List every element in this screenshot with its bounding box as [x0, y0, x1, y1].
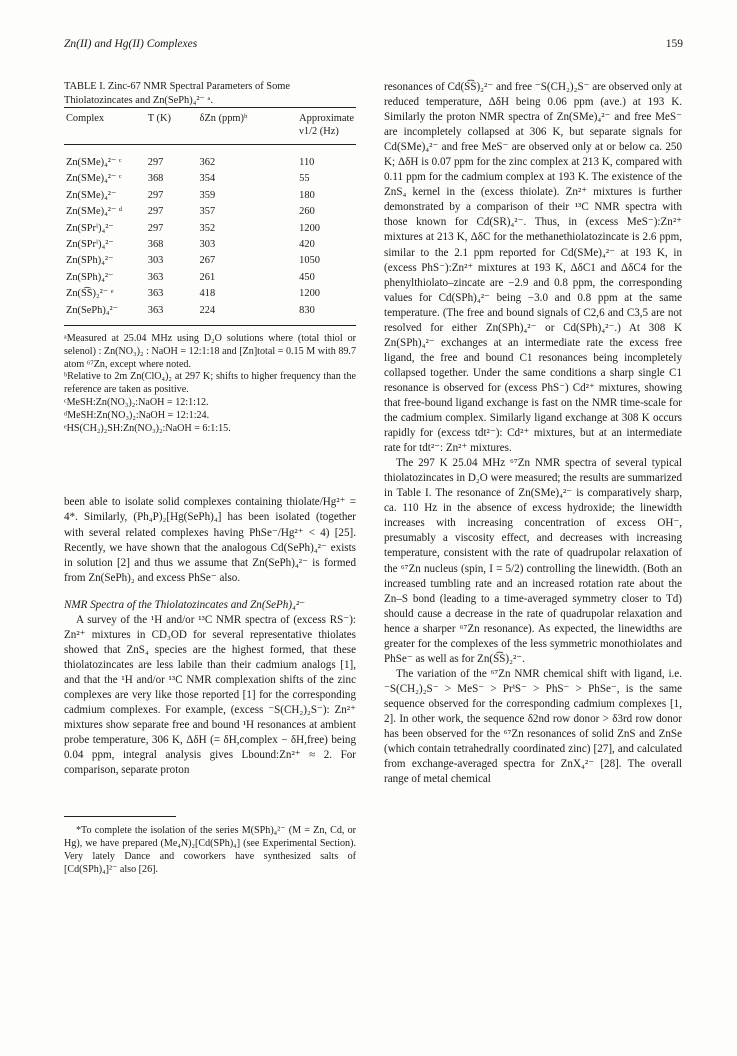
table-cell-complex: Zn(SMe)₄²⁻ ᶜ [66, 157, 122, 168]
table-cell-complex: Zn(SPh)₄²⁻ [66, 255, 114, 267]
table-cell-linewidth: 420 [299, 239, 315, 251]
table-cell-complex: Zn(SPh)₄²⁻ [66, 271, 114, 283]
table-cell-linewidth: 55 [299, 173, 310, 185]
table-cell-temperature: 368 [147, 239, 164, 251]
table-cell-temperature: 297 [147, 222, 164, 234]
table-cell-temperature: 297 [147, 206, 164, 218]
table-header-cell: T (K) [147, 113, 171, 124]
table-cell-linewidth: 1200 [299, 222, 320, 234]
footnote-rule [64, 816, 176, 817]
table-row [64, 237, 356, 253]
body-paragraph: The 297 K 25.04 MHz ⁶⁷Zn NMR spectra of several typical thiolatozincates in D₂O were measured; the results are summarized in Table I. The resonance of Zn(SMe)₄²⁻ is comparatively sharp, ca. 110 Hz in the absence of excess hydroxide; the linewidth increases with increasing concentration of excess OH⁻, presumably a viscosity effect, and decreases with increasing temperature, consistent with the rate of quadrupolar relaxation of the ⁶⁷Zn nucleus (spin, I = 5/2) controlling the linewidth. (Both an increased tumbling rate and an increased rotation rate about the Zn–S bond (leading to a time-averaged symmetry closer to Td) should cause a decrease in the rate of quadrupolar relaxation and hence a sharper ⁶⁷Zn resonance). As expected, the linewidths are greater for the complexes of the less symmetric monothiolates and PhSe⁻ as well as for Zn(S͡S)₂²⁻. [384, 457, 682, 665]
table-row [64, 270, 356, 286]
table-cell-shift: 359 [199, 189, 216, 201]
table-footnote: ᵉHS(CH₂)₂SH:Zn(NO₃)₂:NaOH = 6:1:15. [64, 422, 231, 434]
table-cell-complex: Zn(SMe)₄²⁻ ᶜ [66, 173, 122, 185]
column-spacer [64, 435, 356, 495]
table-footnotes [64, 333, 356, 435]
table-cell-temperature: 297 [147, 157, 164, 168]
table-header-cell: Complex [66, 113, 105, 124]
table-footnote: ᵈMeSH:Zn(NO₃)₂:NaOH = 12:1:24. [64, 409, 210, 421]
right-column [384, 80, 682, 787]
table-row [64, 286, 356, 302]
table-cell-complex: Zn(SPrⁱ)₄²⁻ [66, 239, 114, 251]
table-cell-temperature: 368 [147, 173, 164, 185]
table-cell-complex: Zn(S͡S)₂²⁻ ᵉ [66, 288, 114, 300]
table-header-row [64, 108, 356, 145]
table-row [64, 204, 356, 220]
table-cell-shift: 357 [199, 206, 216, 218]
table-cell-shift: 362 [199, 157, 216, 168]
table-cell-shift: 224 [199, 304, 216, 316]
table-cell-shift: 261 [199, 271, 216, 283]
table-cell-shift: 418 [199, 288, 216, 300]
table-cell-linewidth: 180 [299, 189, 315, 201]
body-paragraph: The variation of the ⁶⁷Zn NMR chemical shift with ligand, i.e. ⁻S(CH₂)₂S⁻ > MeS⁻ > PrⁱS⁻ > PhS⁻ > PhSe⁻, is the same sequence observed for the corresponding cadmium complexes [1, 2]. In other work, the sequence δ2nd row donor > δ3rd row donor has been observed for the ⁶⁷Zn resonances of solid ZnS and ZnSe (which contain tetrahedrally coordinated zinc) [27], and calculated from exchange-averaged spectra for ZnX₄²⁻ [28]. The overall range of metal chemical [384, 667, 682, 786]
table-cell-linewidth: 110 [299, 157, 315, 168]
table-footnote: ᵃMeasured at 25.04 MHz using D₂O solutions where (total thiol or selenol) : Zn(NO₃)₂ : NaOH = 12:1:18 and [Zn]total = 0.15 M with 89.7 atom ⁶⁷Zn, except where noted. [64, 333, 356, 370]
section-heading: NMR Spectra of the Thiolatozincates and Zn(SePh)₄²⁻ [64, 598, 306, 611]
table-cell-complex: Zn(SMe)₄²⁻ [66, 189, 117, 201]
body-paragraph: A survey of the ¹H and/or ¹³C NMR spectra of (excess RS⁻): Zn²⁺ mixtures in CD₃OD for several representative thiolates showed that ZnS₄ species are the highest formed, that these thiolatozincates are less labile than their cadmium analogs [1], and that the ¹H and/or ¹³C NMR complexation shifts of the zinc complexes are very like those reported [1] for the corresponding cadmium complexes. For example, (excess ⁻S(CH₂)₂S⁻): Zn²⁺ mixtures show separate free and bound ¹H resonances at ambient probe temperature, 306 K, ΔδH (= δH,complex − δH,free) being 0.04 ppm, integral analysis gives Lbound:Zn²⁺ ≈ 2. For comparison, separate proton [64, 613, 356, 777]
table-row [64, 171, 356, 187]
table-cell-temperature: 363 [147, 271, 164, 283]
table-cell-temperature: 297 [147, 189, 164, 201]
table-cell-shift: 303 [199, 239, 216, 251]
table-cell-shift: 352 [199, 222, 216, 234]
table-cell-temperature: 363 [147, 288, 164, 300]
table-cell-shift: 267 [199, 255, 216, 267]
table-cell-temperature: 303 [147, 255, 164, 267]
table-row [64, 188, 356, 204]
running-head-title: Zn(II) and Hg(II) Complexes [64, 38, 198, 50]
body-paragraph: resonances of Cd(S͡S)₂²⁻ and free ⁻S(CH₂)₂S⁻ are observed only at reduced temperature, ΔδH being 0.06 ppm (ave.) at 193 K. Similarly the proton NMR spectra of Zn(SMe)₄²⁻ and free MeS⁻ are incompletely collapsed at 306 K, but separate signals for Cd(SMe)₄²⁻ and free MeS⁻ are observed only at or below ca. 250 K; ΔδH is 0.07 ppm for the zinc complex at 213 K, compared with 0.11 ppm for the cadmium complex at 193 K. The existence of the ZnS₄ kernel in the (excess thiolate). Zn²⁺ mixtures is further demonstrated by a comparison of their ¹³C NMR spectra with those known for Cd(SR)₄²⁻. Thus, in (excess MeS⁻):Zn²⁺ mixtures at 213 K, ΔδC for the methanethiolatozincate is 2.6 ppm, similar to the 2.1 ppm reported for Cd(SMe)₄²⁻ at 193 K, in (excess PhS⁻):Zn²⁺ mixtures at 193 K, ΔδC1 and ΔδC4 for the phenylthiolato–zincate are −2.9 and 0.8 ppm, the corresponding values for Cd(SPh)₄²⁻ being −3.0 and 0.8 ppm at the same temperature. (The free and bound signals of C2,6 and C3,5 are not resolved for either Zn(SPh)₄²⁻ or Cd(SPh)₄²⁻.) At 308 K Zn(SPh)₄²⁻ exchanges at an intermediate rate the excess free ligand, the free and bound C1 resonances being incompletely collapsed together. Under the same conditions a sharp single C1 resonance is observed for (excess PhS⁻) Cd²⁺ mixtures, showing that free-bound ligand exchange is fast on the NMR time-scale for the cadmium complex. Similarly ligand exchange at 308 K occurs rapidly for (excess tdt²⁻): Cd²⁺ mixtures, but at an intermediate rate for tdt²⁻: Zn²⁺ mixtures. [384, 81, 682, 455]
table-row [64, 145, 356, 172]
body-paragraph: been able to isolate solid complexes containing thiolate/Hg²⁺ = 4*. Similarly, (Ph₄P)₂[Hg(SePh)₄] has been isolated (together with several related complexes having PhSe⁻/Hg²⁺ < 4) [25]. Recently, we have shown that the analogous Cd(SePh)₄²⁻ exists in solution [2] and thus we assume that Zn(SePh)₄²⁻ is formed from Zn(SePh)₂ and excess PhSe⁻ also. [64, 496, 356, 584]
table-header-cell: δZn (ppm)ᵇ [199, 113, 248, 124]
table-cell-linewidth: 450 [299, 271, 315, 283]
table-cell-complex: Zn(SePh)₄²⁻ [66, 304, 119, 316]
page-number: 159 [665, 38, 683, 50]
table-row [64, 303, 356, 326]
table-footnote: ᶜMeSH:Zn(NO₃)₂:NaOH = 12:1:12. [64, 397, 209, 409]
table-row [64, 253, 356, 269]
table-cell-linewidth: 260 [299, 206, 315, 218]
left-column [64, 80, 356, 876]
table-cell-linewidth: 830 [299, 304, 315, 316]
nmr-table [64, 107, 356, 326]
table-header-cell: Approximate ν1/2 (Hz) [299, 113, 354, 137]
table-cell-temperature: 363 [147, 304, 164, 316]
table-cell-complex: Zn(SMe)₄²⁻ ᵈ [66, 206, 123, 218]
page-footnote: *To complete the isolation of the series M(SPh)₄²⁻ (M = Zn, Cd, or Hg), we have prepared (Me₄N)₂[Cd(SPh)₄] (see Experimental Section). Very lately Dance and coworkers have synthesized salts of [Cd(SPh)₄]²⁻ also [26]. [64, 825, 356, 875]
table-row [64, 221, 356, 237]
table-cell-complex: Zn(SPrⁱ)₄²⁻ [66, 222, 114, 234]
table-cell-shift: 354 [199, 173, 216, 185]
table-caption: TABLE I. Zinc-67 NMR Spectral Parameters of Some Thiolatozincates and Zn(SePh)₄²⁻ ᵃ. [64, 81, 290, 106]
running-head [64, 38, 683, 56]
table-cell-linewidth: 1050 [299, 255, 320, 267]
table-cell-linewidth: 1200 [299, 288, 320, 300]
table-footnote: ᵇRelative to 2m Zn(ClO₄)₂ at 297 K; shifts to higher frequency than the reference are taken as positive. [64, 371, 356, 396]
